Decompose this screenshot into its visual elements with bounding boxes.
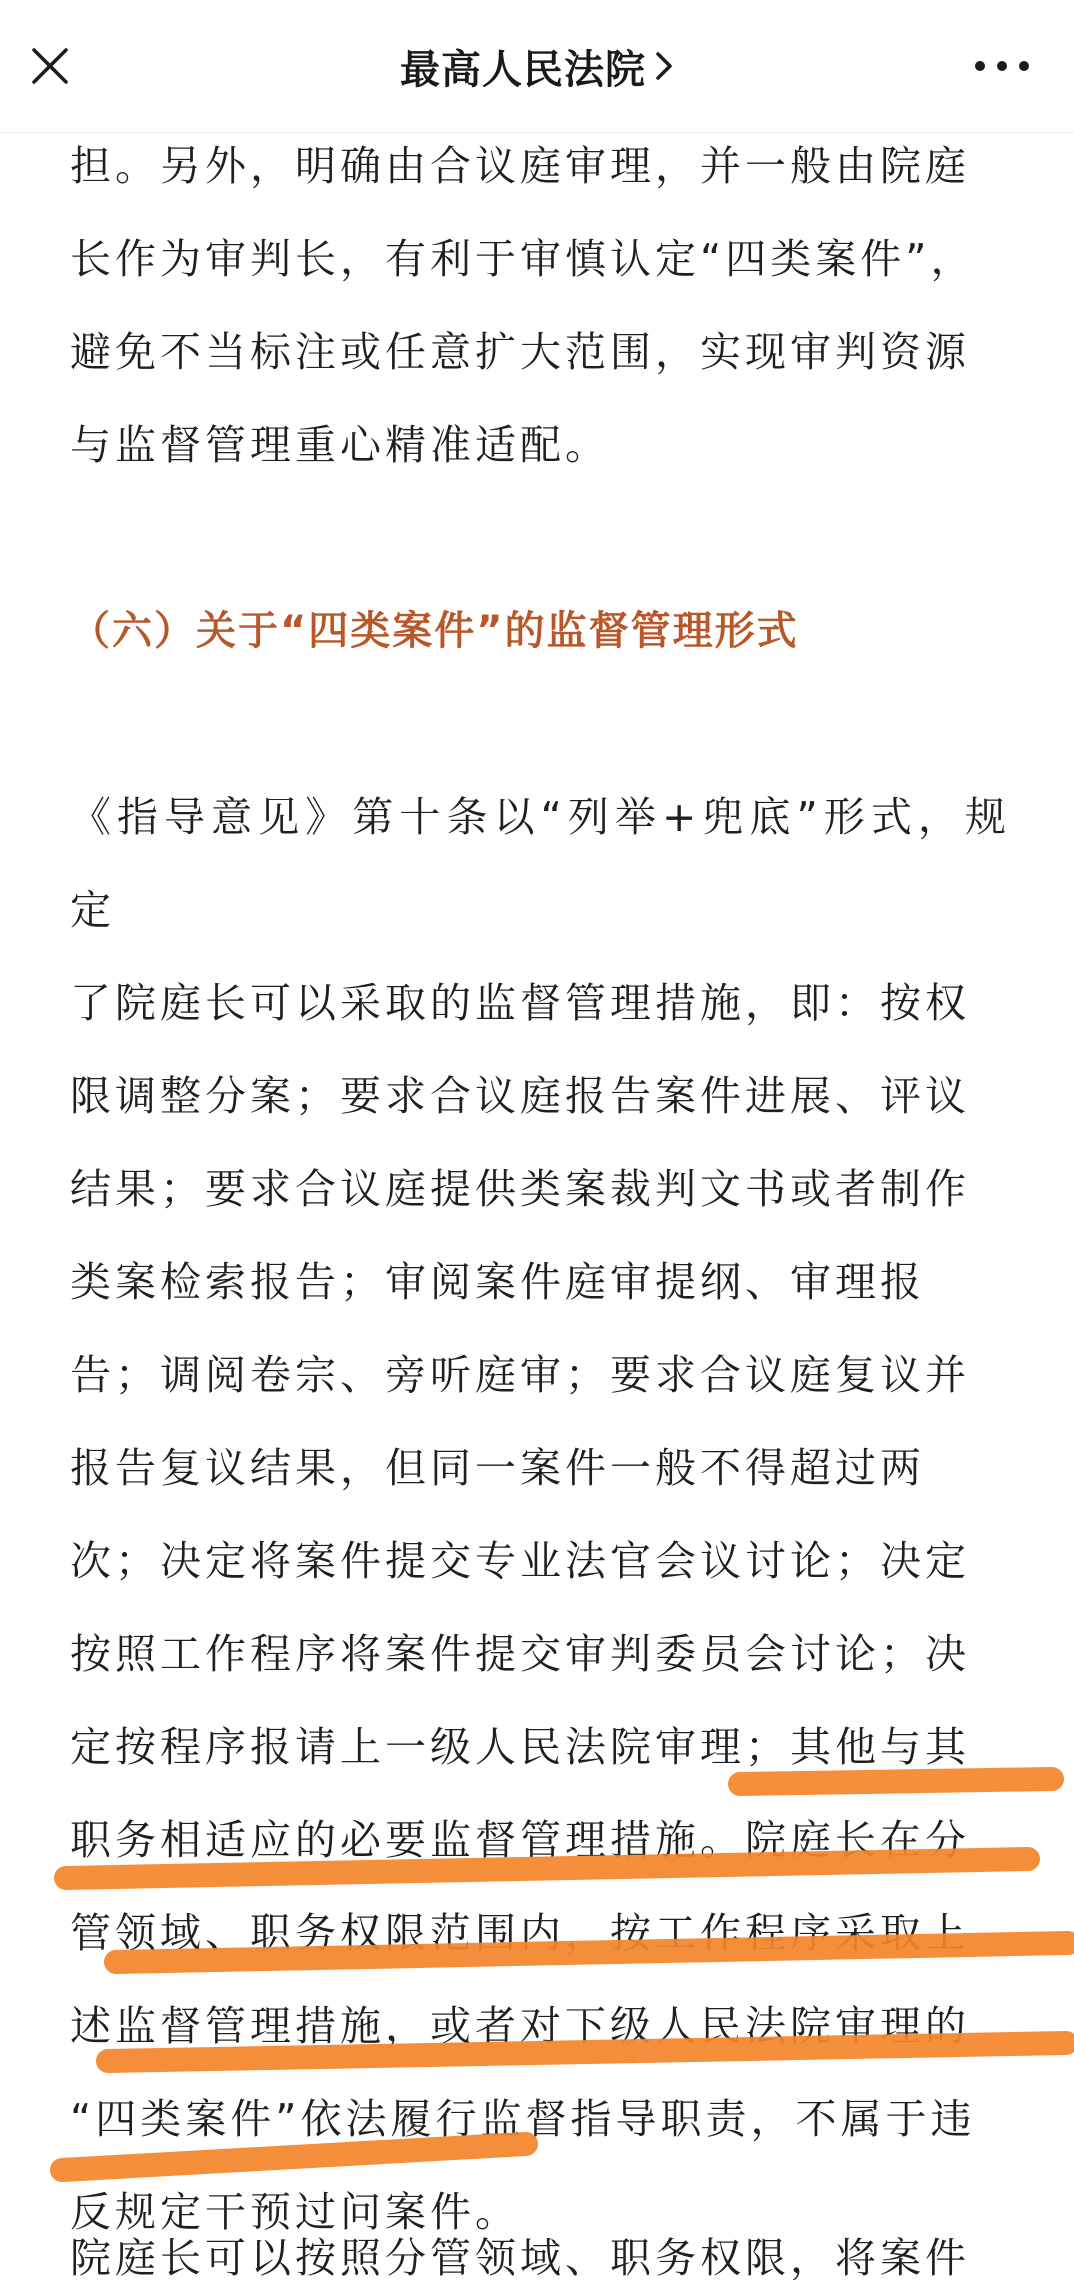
text-line-cut-off: 院庭长可以按照分管领域、职务权限，将案件	[70, 2234, 970, 2282]
article-body	[70, 120, 1010, 2259]
text-line: 定按程序报请上一级人民法院审理；其他与其	[70, 1723, 970, 1771]
more-dots-icon	[972, 59, 1032, 73]
more-options-button[interactable]	[952, 38, 1052, 94]
text-line: 担。另外，明确由合议庭审理，并一般由院庭	[70, 142, 970, 190]
spacer	[70, 678, 1010, 771]
spacer	[70, 492, 1010, 585]
text-line: 与监督管理重心精准适配。	[70, 421, 610, 469]
account-title-link[interactable]	[0, 38, 1074, 94]
text-line: 报告复议结果，但同一案件一般不得超过两	[70, 1444, 925, 1492]
text-line: 职务相适应的必要监督管理措施。院庭长在分	[70, 1816, 970, 1864]
text-line: “四类案件”依法履行监督指导职责，不属于违	[70, 2095, 976, 2143]
text-line: 次；决定将案件提交专业法官会议讨论；决定	[70, 1537, 970, 1585]
text-line: 了院庭长可以采取的监督管理措施，即：按权	[70, 979, 970, 1027]
text-line: 《指导意见》第十条以“列举+兜底”形式，规定	[70, 793, 1010, 934]
account-title: 最高人民法院	[400, 46, 646, 93]
text-line: 告；调阅卷宗、旁听庭审；要求合议庭复议并	[70, 1351, 970, 1399]
section-heading: （六）关于“四类案件”的监督管理形式	[70, 608, 799, 654]
text-line: 述监督管理措施，或者对下级人民法院审理的	[70, 2002, 970, 2050]
text-line: 按照工作程序将案件提交审判委员会讨论；决	[70, 1630, 970, 1678]
text-line: 管领域、职务权限范围内，按工作程序采取上	[70, 1909, 970, 1957]
chevron-right-icon	[654, 50, 674, 82]
text-line: 结果；要求合议庭提供类案裁判文书或者制作	[70, 1165, 970, 1213]
text-line: 限调整分案；要求合议庭报告案件进展、评议	[70, 1072, 970, 1120]
text-line: 类案检索报告；审阅案件庭审提纲、审理报	[70, 1258, 925, 1306]
text-line: 避免不当标注或任意扩大范围，实现审判资源	[70, 328, 970, 376]
top-nav-bar	[0, 0, 1074, 133]
text-line: 长作为审判长，有利于审慎认定“四类案件”，	[70, 235, 976, 283]
text-line: 反规定干预过问案件。	[70, 2188, 520, 2236]
